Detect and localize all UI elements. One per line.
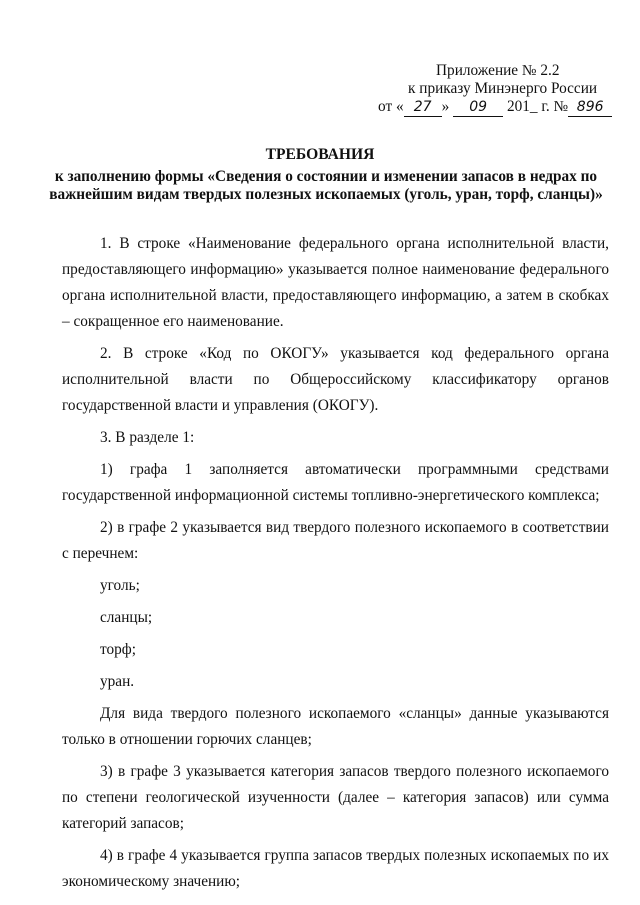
document-body <box>62 231 609 895</box>
paragraph-3: 3. В разделе 1: <box>100 429 195 446</box>
paragraph-2: 2. В строке «Код по ОКОГУ» указывается код федерального органа исполнительной власти по Общероссийскому классификатору органов государственной власти и управления (ОКОГУ). <box>62 345 609 414</box>
quote-close: » <box>441 98 450 115</box>
handwritten-order-number: 896 <box>568 98 612 117</box>
handwritten-day: 27 <box>404 98 442 117</box>
order-number-label: г. № <box>541 98 569 115</box>
list-item: торф; <box>100 641 136 658</box>
paragraph-4: 1) графа 1 заполняется автоматически программными средствами государственной информационной системы топливно-энергетического комплекса; <box>62 461 609 504</box>
order-date-line <box>378 98 618 117</box>
document-title: ТРЕБОВАНИЯ <box>265 146 375 163</box>
appendix-block <box>378 62 618 117</box>
order-reference: к приказу Минэнерго России <box>408 80 598 97</box>
order-year: 201_ <box>506 98 538 115</box>
handwritten-month: 09 <box>453 98 503 117</box>
paragraph-8: 4) в графе 4 указывается группа запасов твердых полезных ископаемых по их экономическому значению; <box>62 847 609 890</box>
appendix-number: Приложение № 2.2 <box>436 62 560 79</box>
list-item: уголь; <box>100 577 140 594</box>
list-item: сланцы; <box>100 609 153 626</box>
document-subtitle: к заполнению формы «Сведения о состоянии и изменении запасов в недрах по важнейшим видам твердых полезных ископаемых (уголь, уран, торф, сланцы)» <box>49 168 603 203</box>
list-item: уран. <box>100 673 135 690</box>
quote-open: « <box>395 98 404 115</box>
paragraph-6: Для вида твердого полезного ископаемого «сланцы» данные указываются только в отношении горючих сланцев; <box>62 705 609 748</box>
paragraph-7: 3) в графе 3 указывается категория запасов твердого полезного ископаемого по степени геологической изученности (далее – категория запасов) или сумма категорий запасов; <box>62 763 609 832</box>
paragraph-5: 2) в графе 2 указывается вид твердого полезного ископаемого в соответствии с перечнем: <box>62 519 609 562</box>
paragraph-1: 1. В строке «Наименование федерального органа исполнительной власти, предоставляющего информацию» указывается полное наименование федерального органа исполнительной власти, предоставляющего информацию, а затем в скобках – сокращенное его наименование. <box>62 235 609 330</box>
date-prefix: от <box>378 98 393 115</box>
